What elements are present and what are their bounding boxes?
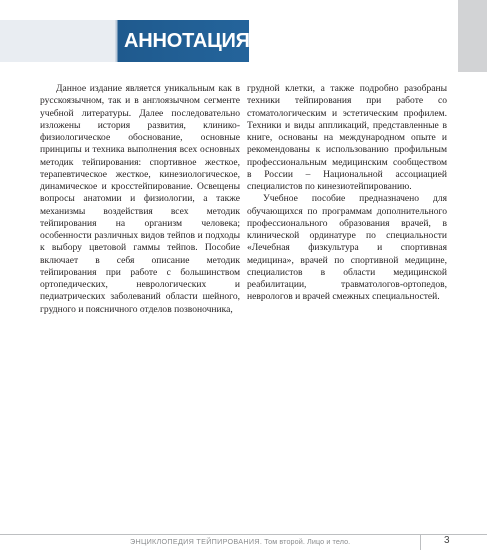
page-title: АННОТАЦИЯ xyxy=(124,30,250,52)
footer-rule xyxy=(0,534,487,535)
side-tab-marker xyxy=(458,0,487,72)
footer-book-title: ЭНЦИКЛОПЕДИЯ ТЕЙПИРОВАНИЯ. xyxy=(130,537,263,546)
paragraph: Учебное пособие предназначено для обучающихся по программам дополнительного профессионального образования врачей, в клинической ординатуре по специальности «Лечебная физкультура и спортивная медицина», врачей по спортивной медицине, специалистов в области медицинской реабилитации, травматологов-ортопедов, неврологов и врачей смежных специальностей. xyxy=(247,193,447,303)
page-number: 3 xyxy=(444,535,450,546)
paragraph: Данное издание является уникальным как в русскоязычном, так и в англоязычном сегменте учебной литературы. Далее последовательно изложены история развития, клинико-физиологическое обоснование, основные принципы и техника выполнения всех основных методик тейпирования: спортивное жесткое, терапевтическое жесткое, кинезиологическое, динамическое и кросстейпирование. Освещены вопросы анатомии и физиологии, а также механизмы воздействия всех методик тейпирования на организм человека; особенности различных видов тейпов и подходы к выбору цветовой гаммы тейпов. Пособие включает в себя описание методик тейпирования при работе с большинством ортопедических, неврологических и педиатрических заболеваний области шейного, грудного и поясничного отделов позвоночника, xyxy=(40,83,240,315)
page-footer xyxy=(0,534,487,550)
footer-divider xyxy=(420,535,421,550)
footer-volume: Том второй. Лицо и тело. xyxy=(262,537,351,546)
running-footer xyxy=(130,537,350,546)
paragraph: грудной клетки, а также подробно разобраны техники тейпирования при работе со стоматологическим и эстетическим профилем. Техники и виды аппликаций, представленные в книге, основаны на международном опыте и рекомендованы к использованию профильным профессиональным медицинским сообществом в России – Национальной ассоциацией специалистов по кинезиотейпированию. xyxy=(247,83,447,192)
right-column xyxy=(247,83,447,304)
left-column xyxy=(40,83,240,316)
